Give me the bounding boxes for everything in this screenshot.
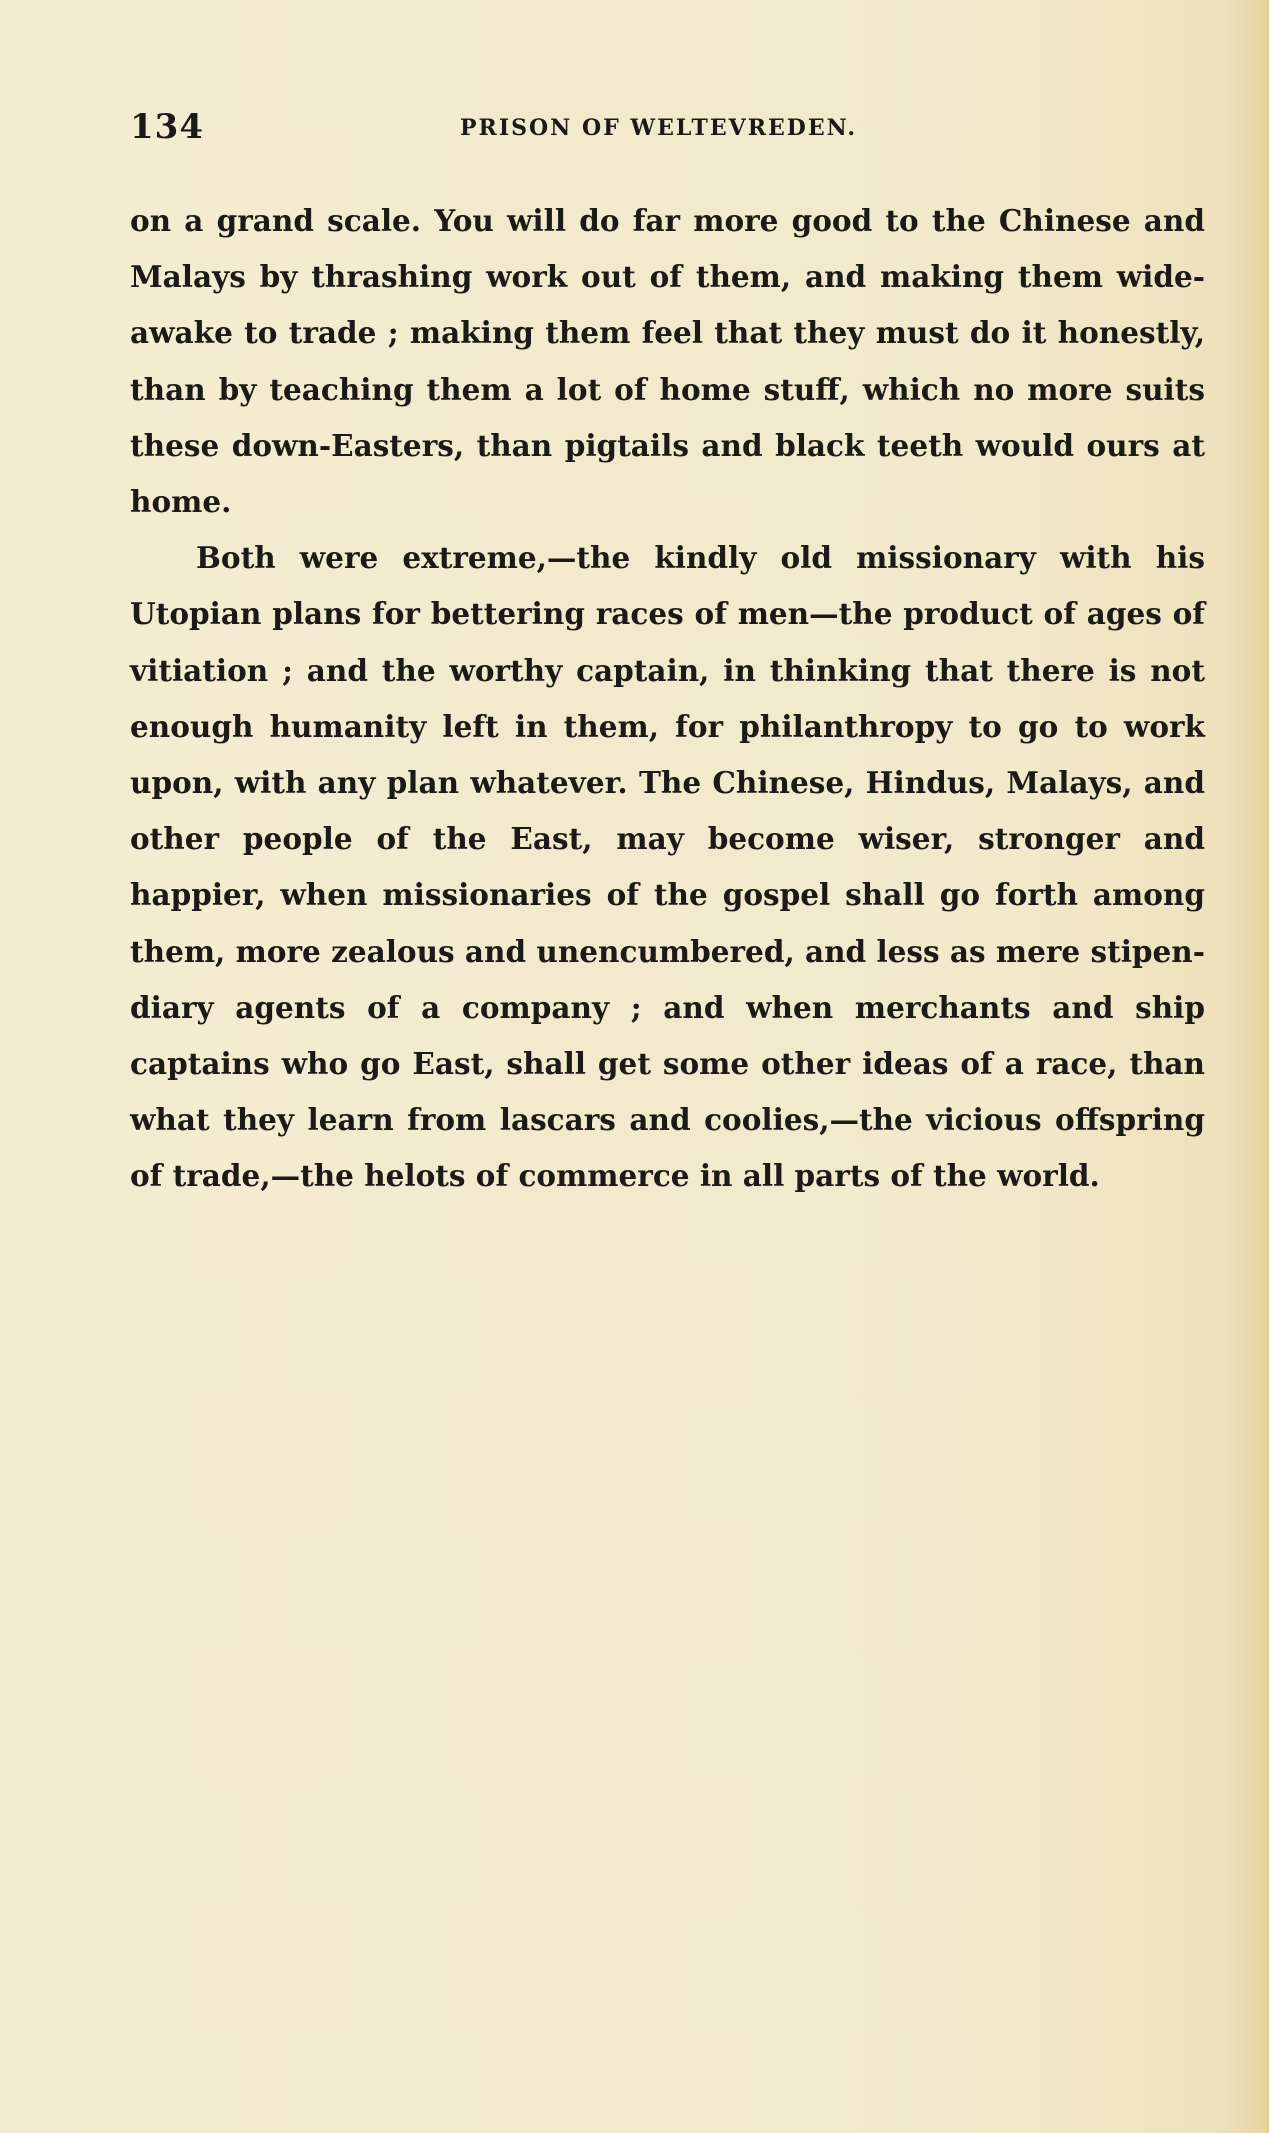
page-header xyxy=(130,102,1200,152)
page-edge xyxy=(1251,0,1269,2133)
body-text xyxy=(130,193,1205,1205)
page-number: 134 xyxy=(130,107,204,147)
running-head: PRISON OF WELTEVREDEN. xyxy=(460,115,857,141)
paragraph-2: Both were extreme,—the kindly old missionary with his Utopian plans for bettering races of men—the product of ages of vitiation ; and the worthy captain, in thinking that there is not enough humanity left in them, for philanthropy to go to work upon, with any plan whatever. The Chinese, Hindus, Malays, and other people of the East, may become wiser, stronger and happier, when missionaries of the gospel shall go forth among them, more zealous and unencumbered, and less as mere stipen-diary agents of a company ; and when merchants and ship captains who go East, shall get some other ideas of a race, than what they learn from lascars and coolies,—the vicious offspring of trade,—the helots of commerce in all parts of the world. xyxy=(130,540,1205,1194)
paragraph-1: on a grand scale. You will do far more good to the Chinese and Malays by thrashing work out of them, and making them wide-awake to trade ; making them feel that they must do it honestly, than by teaching them a lot of home stuff, which no more suits these down-Easters, than pigtails and black teeth would ours at home. xyxy=(130,203,1205,520)
